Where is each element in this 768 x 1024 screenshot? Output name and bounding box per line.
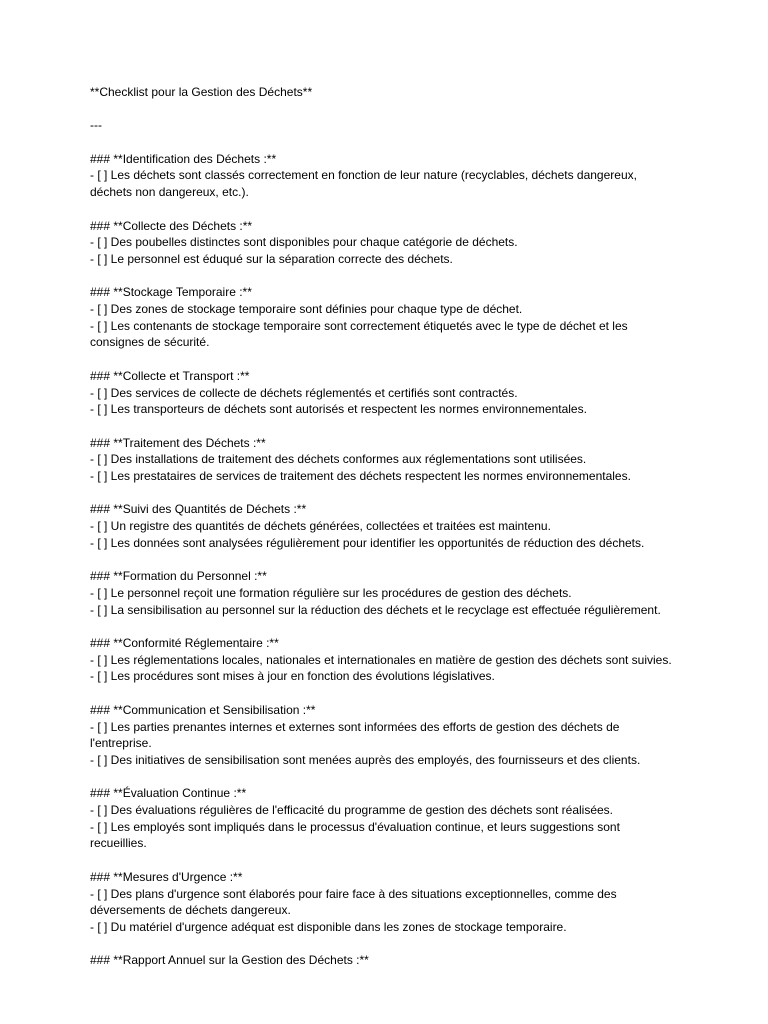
checklist-item: - [ ] Les données sont analysées régulièrement pour identifier les opportunités de réduction des déchets. xyxy=(90,535,645,550)
checklist-section xyxy=(90,635,678,685)
checklist-item: - [ ] Le personnel reçoit une formation régulière sur les procédures de gestion des déchets. xyxy=(90,585,572,600)
section-heading: ### **Identification des Déchets :** xyxy=(90,151,277,166)
section-heading: ### **Collecte des Déchets :** xyxy=(90,218,253,233)
section-heading: ### **Mesures d'Urgence :** xyxy=(90,869,243,884)
section-heading: ### **Stockage Temporaire :** xyxy=(90,285,252,300)
checklist-item: - [ ] Un registre des quantités de déchets générées, collectées et traitées est maintenu. xyxy=(90,519,551,534)
checklist-item: - [ ] Les parties prenantes internes et externes sont informées des efforts de gestion des déchets de l'entreprise. xyxy=(90,719,620,751)
checklist-sections xyxy=(90,151,678,969)
checklist-item: - [ ] Les procédures sont mises à jour en fonction des évolutions législatives. xyxy=(90,669,495,684)
checklist-item: - [ ] Des installations de traitement des déchets conformes aux réglementations sont utilisées. xyxy=(90,452,587,467)
checklist-section xyxy=(90,151,678,201)
checklist-item: - [ ] Des zones de stockage temporaire sont définies pour chaque type de déchet. xyxy=(90,302,523,317)
section-heading: ### **Suivi des Quantités de Déchets :** xyxy=(90,502,307,517)
checklist-item: - [ ] Les transporteurs de déchets sont autorisés et respectent les normes environnementales. xyxy=(90,402,587,417)
checklist-section xyxy=(90,568,678,618)
checklist-item: - [ ] Les réglementations locales, nationales et internationales en matière de gestion des déchets sont suivies. xyxy=(90,652,672,667)
section-heading: ### **Évaluation Continue :** xyxy=(90,786,247,801)
checklist-section xyxy=(90,785,678,852)
section-heading: ### **Traitement des Déchets :** xyxy=(90,435,266,450)
checklist-item: - [ ] La sensibilisation au personnel sur la réduction des déchets et le recyclage est effectuée régulièrement. xyxy=(90,602,661,617)
checklist-section xyxy=(90,284,678,351)
section-heading: ### **Formation du Personnel :** xyxy=(90,569,267,584)
checklist-item: - [ ] Des poubelles distinctes sont disponibles pour chaque catégorie de déchets. xyxy=(90,235,518,250)
section-heading: ### **Conformité Réglementaire :** xyxy=(90,636,279,651)
checklist-item: - [ ] Des plans d'urgence sont élaborés pour faire face à des situations exceptionnelles, comme des déversements de déchets dangereux. xyxy=(90,886,617,918)
checklist-item: - [ ] Des initiatives de sensibilisation sont menées auprès des employés, des fournisseurs et des clients. xyxy=(90,752,641,767)
checklist-item: - [ ] Les déchets sont classés correctement en fonction de leur nature (recyclables, déchets dangereux, déchets non dangereux, etc.). xyxy=(90,168,637,200)
checklist-item: - [ ] Des services de collecte de déchets réglementés et certifiés sont contractés. xyxy=(90,385,518,400)
checklist-section xyxy=(90,435,678,485)
document-page xyxy=(90,84,678,986)
section-heading: ### **Collecte et Transport :** xyxy=(90,368,250,383)
separator-line: --- xyxy=(90,118,102,133)
checklist-section xyxy=(90,952,678,969)
checklist-section xyxy=(90,869,678,936)
checklist-item: - [ ] Le personnel est éduqué sur la séparation correcte des déchets. xyxy=(90,251,453,266)
section-heading: ### **Communication et Sensibilisation :** xyxy=(90,702,316,717)
checklist-item: - [ ] Les contenants de stockage temporaire sont correctement étiquetés avec le type de déchet et les consignes de sécurité. xyxy=(90,318,628,350)
checklist-item: - [ ] Les prestataires de services de traitement des déchets respectent les normes environnementales. xyxy=(90,469,631,484)
checklist-item: - [ ] Les employés sont impliqués dans le processus d'évaluation continue, et leurs suggestions sont recueillies. xyxy=(90,819,620,851)
checklist-section xyxy=(90,501,678,551)
checklist-section xyxy=(90,368,678,418)
document-title: **Checklist pour la Gestion des Déchets** xyxy=(90,85,313,99)
section-heading: ### **Rapport Annuel sur la Gestion des Déchets :** xyxy=(90,953,369,968)
checklist-section xyxy=(90,702,678,769)
checklist-item: - [ ] Des évaluations régulières de l'efficacité du programme de gestion des déchets sont réalisées. xyxy=(90,803,614,818)
checklist-section xyxy=(90,218,678,268)
checklist-item: - [ ] Du matériel d'urgence adéquat est disponible dans les zones de stockage temporaire. xyxy=(90,919,567,934)
